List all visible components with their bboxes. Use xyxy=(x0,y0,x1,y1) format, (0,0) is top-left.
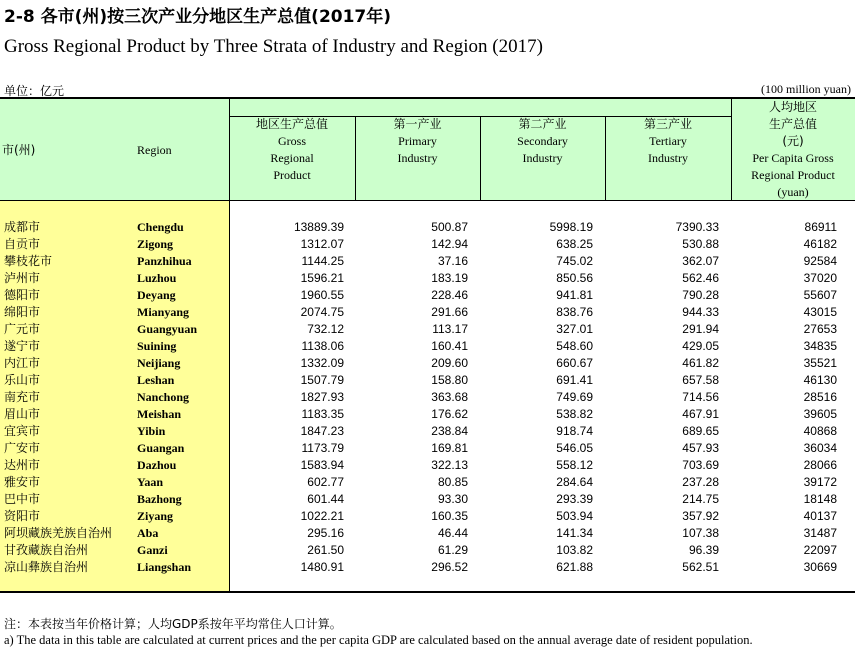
cell-region-en: Aba xyxy=(137,526,159,540)
header-primary xyxy=(355,116,480,167)
footnote-cn: 注：本表按当年价格计算；人均GDP系按年平均常住人口计算。 xyxy=(4,617,342,631)
cell-region-en: Neijiang xyxy=(137,356,181,370)
cell-grp: 1596.21 xyxy=(300,271,344,285)
table-row xyxy=(0,253,855,270)
cell-city-cn: 广安市 xyxy=(4,441,41,455)
cell-grp: 1480.91 xyxy=(300,560,344,574)
cell-grp: 1138.06 xyxy=(301,339,344,353)
table-row xyxy=(0,491,855,508)
table-title-cn: 2-8 各市(州)按三次产业分地区生产总值(2017年) xyxy=(4,7,392,27)
table-row xyxy=(0,338,855,355)
cell-secondary: 5998.19 xyxy=(549,220,593,234)
cell-tertiary: 790.28 xyxy=(682,288,719,302)
cell-per-capita: 39172 xyxy=(803,475,837,489)
cell-per-capita: 27653 xyxy=(803,322,837,336)
cell-region-en: Ganzi xyxy=(137,543,168,557)
cell-region-en: Dazhou xyxy=(137,458,177,472)
cell-city-cn: 宜宾市 xyxy=(4,424,41,438)
header-tertiary-en-line: Industry xyxy=(648,151,688,165)
cell-tertiary: 214.75 xyxy=(682,492,719,506)
cell-primary: 37.16 xyxy=(437,254,468,268)
header-per-capita-en-line: (yuan) xyxy=(777,185,809,199)
cell-grp: 1507.79 xyxy=(300,373,344,387)
cell-city-cn: 南充市 xyxy=(4,390,41,404)
cell-secondary: 838.76 xyxy=(556,305,593,319)
cell-secondary: 558.12 xyxy=(556,458,593,472)
cell-primary: 160.35 xyxy=(431,509,468,523)
header-per-capita-cn-line: 人均地区 xyxy=(768,100,817,114)
cell-primary: 160.41 xyxy=(431,339,468,353)
cell-primary: 296.52 xyxy=(431,560,468,574)
cell-per-capita: 92584 xyxy=(803,254,837,268)
cell-region-en: Liangshan xyxy=(137,560,192,574)
cell-region-en: Ziyang xyxy=(137,509,174,523)
cell-secondary: 546.05 xyxy=(556,441,593,455)
cell-city-cn: 达州市 xyxy=(4,458,41,472)
table-row xyxy=(0,287,855,304)
cell-city-cn: 遂宁市 xyxy=(4,339,41,353)
header-tertiary-en-line: Tertiary xyxy=(649,134,687,148)
header-grp-en-line: Gross xyxy=(277,134,306,148)
cell-primary: 46.44 xyxy=(437,526,468,540)
cell-per-capita: 40868 xyxy=(803,424,837,438)
table-row xyxy=(0,542,855,559)
cell-region-en: Deyang xyxy=(137,288,176,302)
cell-tertiary: 714.56 xyxy=(682,390,719,404)
cell-grp: 1960.55 xyxy=(300,288,344,302)
cell-grp: 1173.79 xyxy=(301,441,344,455)
cell-tertiary: 467.91 xyxy=(682,407,719,421)
cell-primary: 500.87 xyxy=(431,220,468,234)
cell-per-capita: 37020 xyxy=(803,271,837,285)
header-secondary-cn: 第二产业 xyxy=(518,117,567,131)
unit-label-en: (100 million yuan) xyxy=(761,82,851,96)
cell-primary: 176.62 xyxy=(431,407,468,421)
cell-secondary: 691.41 xyxy=(556,373,593,387)
cell-city-cn: 内江市 xyxy=(4,356,41,370)
cell-per-capita: 34835 xyxy=(803,339,837,353)
header-city-cn: 市(州) xyxy=(2,143,36,157)
cell-tertiary: 7390.33 xyxy=(675,220,719,234)
cell-primary: 142.94 xyxy=(431,237,468,251)
table-row xyxy=(0,304,855,321)
cell-per-capita: 30669 xyxy=(803,560,837,574)
top-rule xyxy=(0,97,855,99)
cell-grp: 732.12 xyxy=(307,322,344,336)
table-row xyxy=(0,372,855,389)
cell-tertiary: 461.82 xyxy=(682,356,719,370)
header-secondary-en-line: Secondary xyxy=(517,134,568,148)
cell-tertiary: 657.58 xyxy=(682,373,719,387)
cell-per-capita: 39605 xyxy=(803,407,837,421)
table-title-en: Gross Regional Product by Three Strata of Industry and Region (2017) xyxy=(4,36,543,57)
cell-tertiary: 530.88 xyxy=(682,237,719,251)
table-row xyxy=(0,457,855,474)
header-secondary-en-line: Industry xyxy=(522,151,563,165)
header-primary-cn: 第一产业 xyxy=(393,117,442,131)
cell-tertiary: 429.05 xyxy=(682,339,719,353)
cell-secondary: 538.82 xyxy=(556,407,593,421)
cell-grp: 1022.21 xyxy=(300,509,344,523)
cell-region-en: Meishan xyxy=(137,407,182,421)
header-primary-en-line: Industry xyxy=(397,151,438,165)
cell-region-en: Luzhou xyxy=(137,271,177,285)
cell-grp: 1583.94 xyxy=(300,458,344,472)
cell-city-cn: 巴中市 xyxy=(4,492,41,506)
cell-region-en: Panzhihua xyxy=(137,254,192,268)
cell-grp: 1332.09 xyxy=(300,356,344,370)
header-grp xyxy=(229,116,355,184)
cell-primary: 113.17 xyxy=(432,322,468,336)
header-grp-en-line: Regional xyxy=(270,151,314,165)
cell-grp: 1847.23 xyxy=(300,424,344,438)
cell-secondary: 103.82 xyxy=(556,543,593,557)
cell-secondary: 660.67 xyxy=(556,356,593,370)
table-row xyxy=(0,219,855,236)
cell-tertiary: 237.28 xyxy=(682,475,719,489)
table-body xyxy=(0,219,855,576)
cell-region-en: Mianyang xyxy=(137,305,190,319)
cell-primary: 169.81 xyxy=(431,441,468,455)
cell-city-cn: 阿坝藏族羌族自治州 xyxy=(4,526,113,540)
table-row xyxy=(0,525,855,542)
cell-city-cn: 雅安市 xyxy=(4,475,41,489)
cell-grp: 1183.35 xyxy=(301,407,344,421)
cell-per-capita: 22097 xyxy=(803,543,837,557)
cell-primary: 93.30 xyxy=(437,492,468,506)
cell-tertiary: 944.33 xyxy=(682,305,719,319)
table-row xyxy=(0,406,855,423)
cell-region-en: Guangan xyxy=(137,441,185,455)
header-tertiary xyxy=(605,116,731,167)
cell-secondary: 327.01 xyxy=(556,322,593,336)
cell-per-capita: 55607 xyxy=(803,288,837,302)
cell-primary: 183.19 xyxy=(431,271,468,285)
header-per-capita-cn-line: (元) xyxy=(782,134,804,148)
cell-city-cn: 成都市 xyxy=(4,220,41,234)
cell-region-en: Chengdu xyxy=(137,220,184,234)
header-region-en: Region xyxy=(137,143,172,157)
cell-city-cn: 德阳市 xyxy=(4,288,41,302)
header-per-capita xyxy=(731,99,855,201)
cell-region-en: Yaan xyxy=(137,475,164,489)
cell-secondary: 745.02 xyxy=(556,254,593,268)
cell-city-cn: 自贡市 xyxy=(4,237,41,251)
cell-secondary: 548.60 xyxy=(556,339,593,353)
cell-per-capita: 28516 xyxy=(803,390,837,404)
cell-tertiary: 703.69 xyxy=(682,458,719,472)
table-row xyxy=(0,423,855,440)
cell-secondary: 918.74 xyxy=(556,424,593,438)
cell-region-en: Leshan xyxy=(137,373,175,387)
cell-per-capita: 36034 xyxy=(803,441,837,455)
cell-grp: 601.44 xyxy=(307,492,344,506)
cell-secondary: 503.94 xyxy=(556,509,593,523)
cell-grp: 602.77 xyxy=(307,475,344,489)
header-per-capita-en-line: Per Capita Gross xyxy=(752,151,834,165)
cell-secondary: 293.39 xyxy=(556,492,593,506)
cell-region-en: Bazhong xyxy=(137,492,182,506)
cell-secondary: 141.34 xyxy=(556,526,593,540)
cell-primary: 322.13 xyxy=(431,458,468,472)
cell-secondary: 284.64 xyxy=(556,475,593,489)
cell-primary: 363.68 xyxy=(431,390,468,404)
header-tertiary-cn: 第三产业 xyxy=(643,117,692,131)
cell-per-capita: 28066 xyxy=(803,458,837,472)
cell-tertiary: 562.46 xyxy=(682,271,719,285)
cell-city-cn: 泸州市 xyxy=(4,271,41,285)
table-row xyxy=(0,474,855,491)
cell-region-en: Guangyuan xyxy=(137,322,198,336)
cell-grp: 1827.93 xyxy=(300,390,344,404)
table-row xyxy=(0,389,855,406)
cell-per-capita: 46182 xyxy=(803,237,837,251)
cell-per-capita: 40137 xyxy=(803,509,837,523)
cell-per-capita: 18148 xyxy=(803,492,837,506)
header-grp-en-line: Product xyxy=(273,168,311,182)
cell-per-capita: 86911 xyxy=(804,220,837,234)
cell-tertiary: 357.92 xyxy=(682,509,719,523)
cell-grp: 1312.07 xyxy=(300,237,344,251)
cell-primary: 158.80 xyxy=(431,373,468,387)
cell-city-cn: 甘孜藏族自治州 xyxy=(4,543,89,557)
cell-city-cn: 眉山市 xyxy=(4,407,41,421)
header-secondary xyxy=(480,116,605,167)
cell-tertiary: 562.51 xyxy=(682,560,719,574)
table-row xyxy=(0,508,855,525)
cell-tertiary: 457.93 xyxy=(682,441,719,455)
cell-city-cn: 资阳市 xyxy=(4,509,41,523)
cell-grp: 13889.39 xyxy=(293,220,344,234)
cell-per-capita: 35521 xyxy=(803,356,837,370)
unit-label-cn: 单位：亿元 xyxy=(4,84,65,98)
cell-grp: 261.50 xyxy=(307,543,344,557)
footnote-en: a) The data in this table are calculated at current prices and the per capita GDP are calculated based on the annual average date of resident population. xyxy=(4,633,753,647)
bottom-rule xyxy=(0,591,855,593)
cell-per-capita: 43015 xyxy=(803,305,837,319)
cell-grp: 1144.25 xyxy=(301,254,344,268)
cell-secondary: 749.69 xyxy=(556,390,593,404)
cell-region-en: Zigong xyxy=(137,237,174,251)
cell-per-capita: 46130 xyxy=(803,373,837,387)
cell-primary: 228.46 xyxy=(431,288,468,302)
cell-region-en: Nanchong xyxy=(137,390,190,404)
table-row xyxy=(0,355,855,372)
cell-region-en: Suining xyxy=(137,339,177,353)
cell-city-cn: 乐山市 xyxy=(4,373,41,387)
cell-city-cn: 广元市 xyxy=(4,322,41,336)
cell-tertiary: 96.39 xyxy=(688,543,719,557)
cell-grp: 2074.75 xyxy=(300,305,344,319)
table-row xyxy=(0,440,855,457)
header-grp-cn: 地区生产总值 xyxy=(255,117,328,131)
cell-primary: 291.66 xyxy=(431,305,468,319)
cell-secondary: 941.81 xyxy=(556,288,593,302)
cell-tertiary: 689.65 xyxy=(682,424,719,438)
cell-tertiary: 362.07 xyxy=(682,254,719,268)
cell-per-capita: 31487 xyxy=(803,526,837,540)
cell-secondary: 638.25 xyxy=(556,237,593,251)
cell-secondary: 621.88 xyxy=(556,560,593,574)
cell-city-cn: 攀枝花市 xyxy=(4,254,53,268)
header-per-capita-cn-line: 生产总值 xyxy=(768,117,817,131)
table-row xyxy=(0,236,855,253)
header-per-capita-en-line: Regional Product xyxy=(751,168,835,182)
cell-grp: 295.16 xyxy=(307,526,344,540)
header-primary-en-line: Primary xyxy=(398,134,437,148)
header-bottom-line xyxy=(0,200,855,201)
cell-primary: 61.29 xyxy=(437,543,468,557)
table-row xyxy=(0,321,855,338)
cell-city-cn: 凉山彝族自治州 xyxy=(4,560,89,574)
cell-secondary: 850.56 xyxy=(556,271,593,285)
cell-tertiary: 107.38 xyxy=(682,526,719,540)
cell-city-cn: 绵阳市 xyxy=(4,305,41,319)
cell-region-en: Yibin xyxy=(137,424,166,438)
cell-primary: 209.60 xyxy=(431,356,468,370)
cell-tertiary: 291.94 xyxy=(682,322,719,336)
table-row xyxy=(0,270,855,287)
cell-primary: 80.85 xyxy=(437,475,468,489)
table-row xyxy=(0,559,855,576)
cell-primary: 238.84 xyxy=(431,424,468,438)
